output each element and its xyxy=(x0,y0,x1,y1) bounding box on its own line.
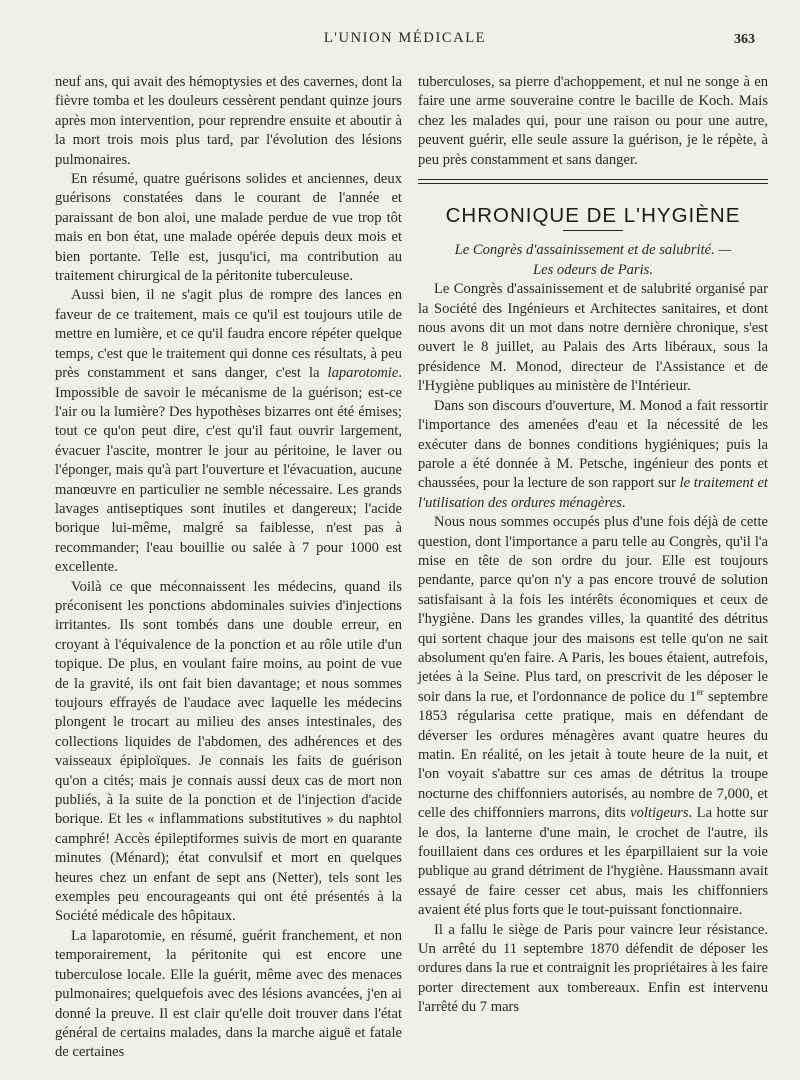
emphasis-report-title: le traitement et l'utilisation des ordures ménagères xyxy=(418,475,768,511)
subheading-line-1: Le Congrès d'assainissement et de salubrité. — xyxy=(454,242,732,259)
text-run: . Impossible de savoir le mécanisme de la guérison; est-ce l'air ou la lumière? Des hypothèses bizarres ont été émises; tout ce qu'on peut dire, c'est qu'il faut ouvrir largement, évacuer l'ascite, montrer le jour au péritoine, le laver ou l'éponger, mais qu'à part l'ouverture et l'évacuation, aucune manœuvre en particulier ne semble nécessaire. Les grands lavages antiseptiques sont inutiles et dangereux; l'acide borique lui-même, malgré sa faiblesse, n'est pas à recommander; l'eau bouillie ou salée à 7 pour 1000 est excellente. xyxy=(55,365,402,576)
paragraph: En résumé, quatre guérisons solides et anciennes, deux guérisons constatées dans le courant de l'année et paraissant de bon aloi, une malade perdue de vue trop tôt mais en bon état, une malade opérée depuis deux mois et bien portante. Telle est, jusqu'ici, ma contribution au traitement chirurgical de la péritonite tuberculeuse. xyxy=(55,171,402,285)
section-title: CHRONIQUE DE L'HYGIÈNE xyxy=(445,204,741,228)
text-run: Nous nous sommes occupés plus d'une fois déjà de cette question, dont l'importance a paru telle au Congrès, qu'il l'a mise en tête de son ordre du jour. Elle est toujours pendante, parce qu'on n'y a pas encore trouvé de solution satisfaisant à la fois les intérêts économiques et ceux de l'hygiène. Dans les grandes villes, la quantité des détritus qui sortent chaque jour des maisons est telle qu'on ne sait absolument qu'en faire. A Paris, les boues étaient, autrefois, jetées à la Seine. Plus tard, on prescrivit de les déposer le soir dans la rue, et l'ordonnance de police du 1 xyxy=(418,514,768,705)
paragraph xyxy=(418,397,768,513)
running-title: L'UNION MÉDICALE xyxy=(323,30,487,46)
text-run: Dans son discours d'ouverture, M. Monod a fait ressortir l'importance des amenées d'eau et la nécessité de les exécuter dans de bonnes conditions hygiéniques; puis la parole a été donnée à M. Petsche, ingénieur des ponts et chaussées, pour la lecture de son rapport sur xyxy=(418,397,768,492)
page-header xyxy=(55,30,755,54)
right-column xyxy=(418,73,768,1018)
page-number: 363 xyxy=(734,32,755,47)
text-run: septembre 1853 régularisa cette pratique, mais en défendant de déverser les ordures ménagères avant quatre heures du matin. En réalité, on les jetait à toute heure de la nuit, et l'on voyait s'abattre sur ces amas de détritus la troupe nocturne des chiffonniers autorisés, au nombre de 7,000, et celle des chiffonniers marrons, dits xyxy=(418,688,768,822)
paragraph xyxy=(418,513,768,921)
left-column xyxy=(55,73,402,1063)
paragraph: Le Congrès d'assainissement et de salubrité organisé par la Société des Ingénieurs et Architectes sanitaires, et dont nous avons dit un mot dans notre dernière chronique, s'est ouvert le 8 juillet, au Palais des Arts libéraux, sous la présidence M. Monod, directeur de l'Assistance et de l'Hygiène publiques au ministère de l'Intérieur. xyxy=(418,281,768,395)
paragraph: La laparotomie, en résumé, guérit franchement, et non temporairement, la péritonite qui est encore une tuberculose locale. Elle la guérit, même avec des menaces pulmonaires; quelquefois avec des lésions avancées, j'en ai donné la preuve. Il est clair qu'elle doit trouver dans l'état général de certains malades, dans la marche aiguë et fatale de certaines xyxy=(55,927,402,1061)
superscript: er xyxy=(696,686,704,697)
text-run: . La hotte sur le dos, la lanterne d'une main, le crochet de l'autre, ils fouillaient dans ces ordures et les éparpillaient sur la voie publique au grand détriment de l'hygiène. Haussmann avait essayé de faire cesser cet abus, mais les chiffonniers avaient été plus forts que le tout-puissant fonctionnaire. xyxy=(418,805,768,919)
title-underline xyxy=(563,230,623,231)
emphasis-laparotomie: laparotomie xyxy=(327,365,399,382)
paragraph xyxy=(55,286,402,577)
emphasis-voltigeurs: voltigeurs xyxy=(630,805,689,822)
paragraph: neuf ans, qui avait des hémoptysies et des cavernes, dont la fièvre tomba et les douleurs cessèrent pendant quinze jours après mon intervention, pour reprendre ensuite et aboutir à la mort trois mois plus tard, par l'évolution des lésions pulmonaires. xyxy=(55,74,402,168)
subheading-line-2: Les odeurs de Paris. xyxy=(533,261,653,278)
text-run: . xyxy=(621,494,626,511)
paragraph: Il a fallu le siège de Paris pour vaincre leur résistance. Un arrêté du 11 septembre 1870 défendit de déposer les ordures dans la rue et contraignit les propriétaires à les faire porter directement aux tombereaux. Enfin est intervenu l'arrêté du 7 mars xyxy=(418,921,768,1016)
paragraph: tuberculoses, sa pierre d'achoppement, et nul ne songe à en faire une arme souveraine contre le bacille de Koch. Mais chez les malades qui, pour une raison ou pour une autre, peuvent guérir, elle seule assure la guérison, je le répète, à peu près constamment et sans danger. xyxy=(418,74,768,168)
section-divider xyxy=(418,179,768,184)
text-run: Aussi bien, il ne s'agit plus de rompre des lances en faveur de ce traitement, mais ce qu'il est toujours utile de mettre en lumière, et ce qu'il faudra encore répéter quelque temps, c'est que le traitement qui donne ces résultats, à peu près constamment et sans danger, c'est la xyxy=(55,287,402,382)
paragraph: Voilà ce que méconnaissent les médecins, quand ils préconisent les ponctions abdominales suivies d'injections irritantes. Ils sont tombés dans une double erreur, en croyant à l'équivalence de la ponction et au rôle utile d'un topique. De plus, en voulant faire moins, au point de vue de la gravité, ils ont fait bien davantage; et nous sommes toujours effrayés de l'audace avec laquelle les médecins plongent le trocart au milieu des anses intestinales, des collections liquides de l'abdomen, des adhérences et des vaisseaux épiploïques. Je connais les faits de guérison qu'on a cités; mais je connais aussi deux cas de mort non publiés, à la suite de la ponction et de l'injection d'acide borique. Et les « inflammations substitutives » du naphtol camphré! Accès épileptiformes suivis de mort en quarante minutes (Ménard); état convulsif et mort en quelques heures chez un enfant de sept ans (Netter), tels sont les exemples peu encourageants qui ont été présentés à la Société médicale des hôpitaux. xyxy=(55,578,402,925)
